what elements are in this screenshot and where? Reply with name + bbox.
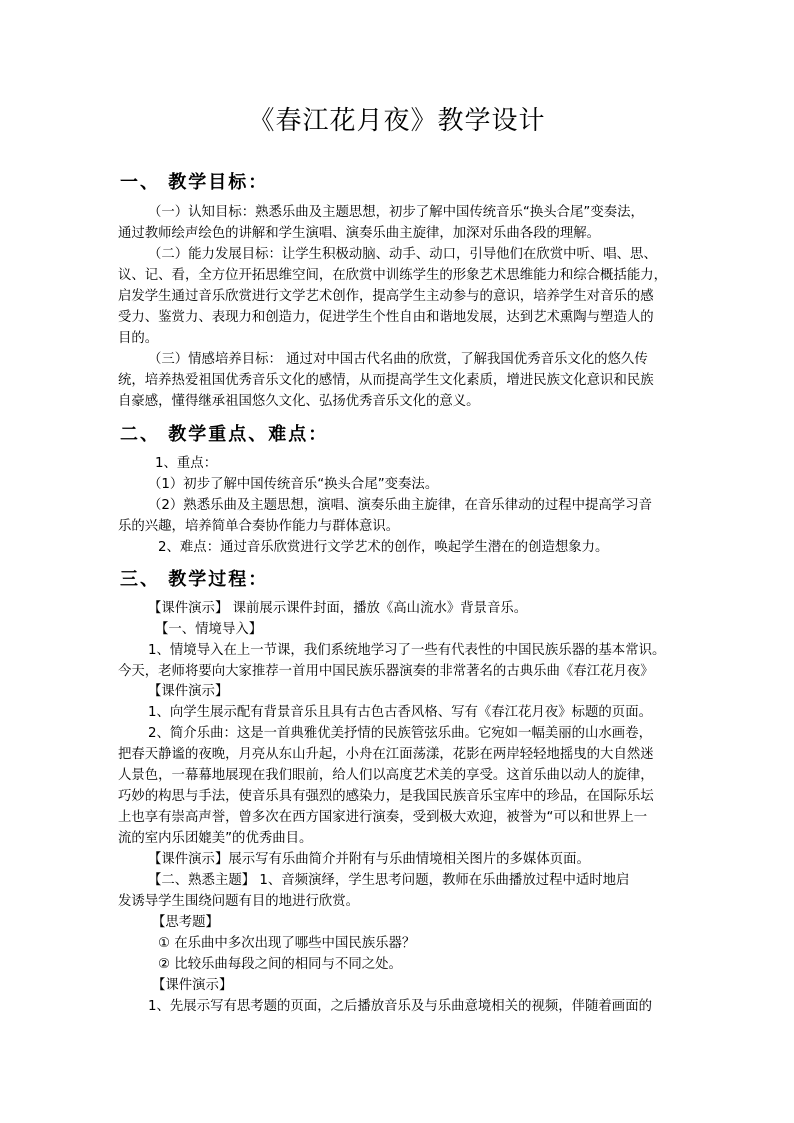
paragraph-line: 流的室内乐团媲美”的优秀曲目。 <box>118 831 313 846</box>
paragraph-line: 【思考题】 <box>152 915 219 930</box>
paragraph-line: 【课件演示】 课前展示课件封面，播放《高山流水》背景音乐。 <box>148 601 528 616</box>
paragraph-line: 今天，老师将要向大家推荐一首用中国民族乐器演奏的非常著名的古典乐曲《春江花月夜》 <box>118 664 654 679</box>
section-heading-key-points: 二、 教学重点、难点： <box>120 424 329 445</box>
paragraph-line: 2、简介乐曲：这是一首典雅优美抒情的民族管弦乐曲。它宛如一幅美丽的山水画卷， <box>148 726 652 741</box>
paragraph-line: 人景色，一幕幕地展现在我们眼前，给人们以高度艺术美的享受。这首乐曲以动人的旋律， <box>118 768 654 783</box>
paragraph-line: 巧妙的构思与手法，使音乐具有强烈的感染力，是我国民族音乐宝库中的珍品，在国际乐坛 <box>118 789 654 804</box>
paragraph-line: 议、记、看，全方位开拓思维空间，在欣赏中训练学生的形象艺术思维能力和综合概括能力， <box>118 268 668 283</box>
paragraph-line: 【课件演示】 <box>148 684 229 699</box>
paragraph-line: 1、重点： <box>155 456 218 471</box>
paragraph-line: 1、先展示写有思考题的页面，之后播放音乐及与乐曲意境相关的视频，伴随着画面的 <box>148 999 652 1014</box>
section-heading-process: 三、 教学过程： <box>120 569 269 590</box>
paragraph-line: ① 在乐曲中多次出现了哪些中国民族乐器？ <box>158 936 416 951</box>
paragraph-line: 【课件演示】 <box>152 978 233 993</box>
paragraph-line: 自豪感，懂得继承祖国悠久文化、弘扬优秀音乐文化的意义。 <box>118 394 480 409</box>
paragraph-line: 受力、鉴赏力、表现力和创造力，促进学生个性自由和谐地发展，达到艺术熏陶与塑造人的 <box>118 310 654 325</box>
paragraph-line: 1、向学生展示配有背景音乐且具有古色古香风格、写有《春江花月夜》标题的页面。 <box>148 705 652 720</box>
paragraph-line: 【课件演示】展示写有乐曲简介并附有与乐曲情境相关图片的多媒体页面。 <box>148 852 590 867</box>
paragraph-line: 把春天静谧的夜晚，月亮从东山升起，小舟在江面荡漾，花影在两岸轻轻地摇曳的大自然迷 <box>118 747 654 762</box>
paragraph-line: 乐的兴趣，培养简单合奏协作能力与群体意识。 <box>118 519 400 534</box>
paragraph-line: （三）情感培养目标： 通过对中国古代名曲的欣赏，了解我国优秀音乐文化的悠久传 <box>148 352 648 367</box>
paragraph-line: 统，培养热爱祖国优秀音乐文化的感情，从而提高学生文化素质，增进民族文化意识和民族 <box>118 373 654 388</box>
paragraph-line: 1、情境导入在上一节课，我们系统地学习了一些有代表性的中国民族乐器的基本常识。 <box>148 643 666 658</box>
document-title: 《春江花月夜》教学设计 <box>248 106 546 136</box>
paragraph-line: 【一、情境导入】 <box>155 622 263 637</box>
paragraph-line: （一）认知目标：熟悉乐曲及主题思想，初步了解中国传统音乐“换头合尾”变奏法， <box>148 205 644 220</box>
paragraph-line: 上也享有崇高声誉，曾多次在西方国家进行演奏，受到极大欢迎，被誉为“可以和世界上一 <box>118 810 648 825</box>
paragraph-line: 2、难点：通过音乐欣赏进行文学艺术的创作，唤起学生潜在的创造想象力。 <box>158 540 609 555</box>
paragraph-line: 【二、熟悉主题】 1、音频演绎，学生思考问题，教师在乐曲播放过程中适时地启 <box>148 873 630 888</box>
paragraph-line: 通过教师绘声绘色的讲解和学生演唱、演奏乐曲主旋律，加深对乐曲各段的理解。 <box>118 226 601 241</box>
paragraph-line: 目的。 <box>118 331 159 346</box>
section-heading-objectives: 一、 教学目标： <box>120 172 269 193</box>
paragraph-line: 发诱导学生围绕问题有目的地进行欣赏。 <box>118 894 360 909</box>
paragraph-line: ② 比较乐曲每段之间的相同与不同之处。 <box>158 957 402 972</box>
paragraph-line: （1）初步了解中国传统音乐“换头合尾”变奏法。 <box>148 477 439 492</box>
paragraph-line: （二）能力发展目标：让学生积极动脑、动手、动口，引导他们在欣赏中听、唱、思、 <box>148 247 657 262</box>
paragraph-line: （2）熟悉乐曲及主题思想，演唱、演奏乐曲主旋律，在音乐律动的过程中提高学习音 <box>148 498 652 513</box>
paragraph-line: 启发学生通过音乐欣赏进行文学艺术创作，提高学生主动参与的意识，培养学生对音乐的感 <box>118 289 654 304</box>
